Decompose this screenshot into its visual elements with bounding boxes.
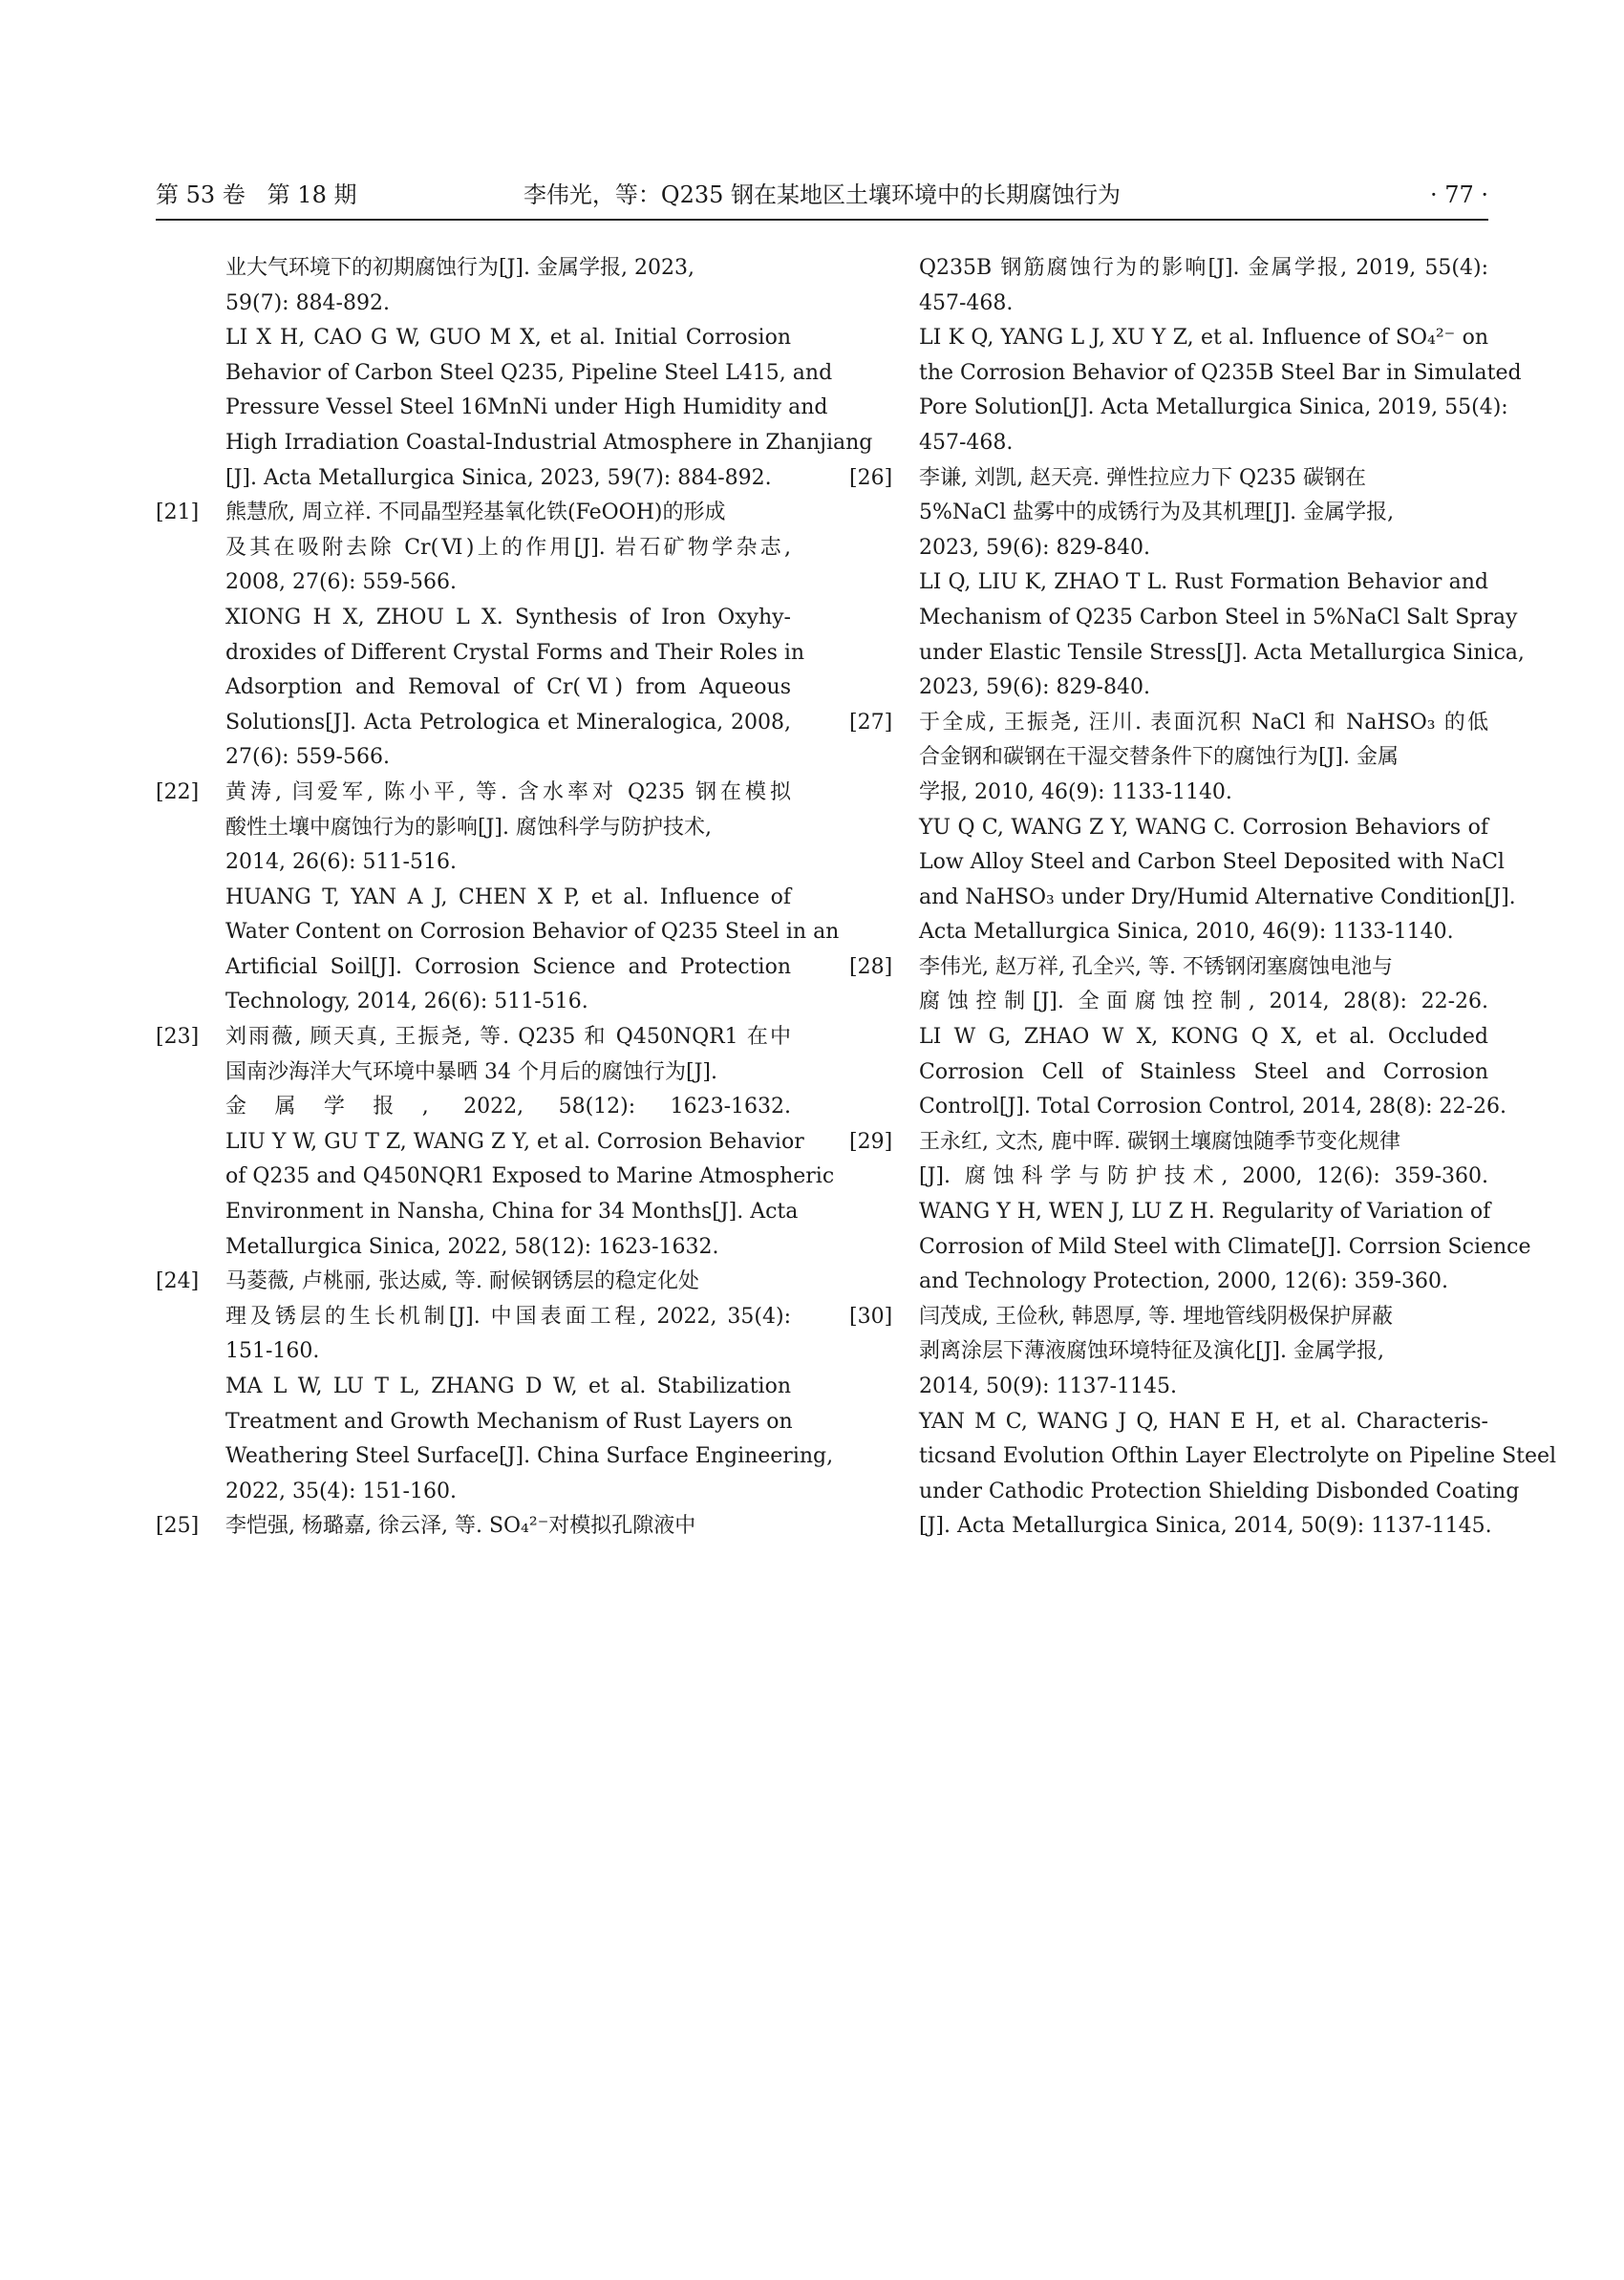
- reference-text-line: Corrosion of Mild Steel with Climate[J]. Corrsion Science: [919, 1234, 1531, 1259]
- reference-text-line: XIONG H X, ZHOU L X. Synthesis of Iron Oxyhy-: [225, 605, 791, 629]
- reference-text-line: 59(7): 884-892.: [225, 290, 390, 315]
- reference-text-line: 马菱薇, 卢桃丽, 张达威, 等. 耐候钢锈层的稳定化处: [225, 1269, 699, 1294]
- reference-text-line: Q235B 钢筋腐蚀行为的影响[J]. 金属学报, 2019, 55(4):: [919, 256, 1488, 280]
- running-title: 李伟光，等：Q235 钢在某地区土壤环境中的长期腐蚀行为: [523, 181, 1122, 208]
- reference-text-line: 李恺强, 杨璐嘉, 徐云泽, 等. SO₄²⁻对模拟孔隙液中: [225, 1514, 696, 1539]
- reference-text-line: Pore Solution[J]. Acta Metallurgica Sinica, 2019, 55(4):: [919, 395, 1508, 420]
- reference-text-line: 于全成, 王振尧, 汪川. 表面沉积 NaCl 和 NaHSO₃ 的低: [919, 710, 1488, 735]
- reference-entry: [849, 1300, 1557, 1545]
- reference-text-line: 李谦, 刘凯, 赵天亮. 弹性拉应力下 Q235 碳钢在: [919, 465, 1366, 490]
- reference-text-line: YAN M C, WANG J Q, HAN E H, et al. Characteris-: [919, 1409, 1488, 1434]
- reference-text-line: 业大气环境下的初期腐蚀行为[J]. 金属学报, 2023,: [225, 256, 694, 280]
- reference-entry: [849, 706, 1516, 950]
- reference-text-line: Artificial Soil[J]. Corrosion Science and Protection: [225, 954, 791, 979]
- reference-text-line: 2022, 35(4): 151-160.: [225, 1479, 457, 1503]
- reference-text-line: YU Q C, WANG Z Y, WANG C. Corrosion Behaviors of: [919, 815, 1488, 840]
- reference-text-line: 闫茂成, 王俭秋, 韩恩厚, 等. 埋地管线阴极保护屏蔽: [919, 1304, 1393, 1329]
- reference-entry: [156, 1020, 835, 1265]
- reference-text-line: 李伟光, 赵万祥, 孔全兴, 等. 不锈钢闭塞腐蚀电池与: [919, 954, 1393, 979]
- reference-text-line: Metallurgica Sinica, 2022, 58(12): 1623-1632.: [225, 1234, 719, 1259]
- reference-text-line: LIU Y W, GU T Z, WANG Z Y, et al. Corrosion Behavior: [225, 1129, 804, 1154]
- reference-number: [26]: [849, 465, 893, 490]
- reference-text-line: LI Q, LIU K, ZHAO T L. Rust Formation Behavior and: [919, 570, 1488, 595]
- reference-text-line: 刘雨薇, 顾天真, 王振尧, 等. Q235 和 Q450NQR1 在中: [225, 1025, 791, 1050]
- reference-text-line: Low Alloy Steel and Carbon Steel Deposited with NaCl: [919, 850, 1505, 875]
- reference-text-line: 国南沙海洋大气环境中暴晒 34 个月后的腐蚀行为[J].: [225, 1059, 717, 1084]
- reference-text-line: 合金钢和碳钢在干湿交替条件下的腐蚀行为[J]. 金属: [919, 745, 1399, 770]
- reference-entry: [849, 1125, 1531, 1300]
- reference-text-line: LI W G, ZHAO W X, KONG Q X, et al. Occluded: [919, 1025, 1488, 1050]
- reference-text-line: 27(6): 559-566.: [225, 745, 390, 770]
- reference-text-line: [J]. Acta Metallurgica Sinica, 2014, 50(9): 1137-1145.: [919, 1514, 1492, 1539]
- reference-text-line: Control[J]. Total Corrosion Control, 2014, 28(8): 22-26.: [919, 1095, 1506, 1119]
- reference-number: [23]: [156, 1025, 200, 1050]
- reference-text-line: 2014, 26(6): 511-516.: [225, 850, 457, 875]
- reference-text-line: and Technology Protection, 2000, 12(6): 359-360.: [919, 1269, 1449, 1294]
- reference-text-line: Weathering Steel Surface[J]. China Surface Engineering,: [225, 1444, 834, 1469]
- reference-text-line: Pressure Vessel Steel 16MnNi under High Humidity and: [225, 395, 828, 420]
- journal-volume-issue: 第 53 卷 第 18 期: [156, 181, 357, 208]
- reference-number: [29]: [849, 1129, 893, 1154]
- reference-text-line: 学报, 2010, 46(9): 1133-1140.: [919, 779, 1232, 804]
- reference-text-line: Solutions[J]. Acta Petrologica et Mineralogica, 2008,: [225, 710, 791, 735]
- reference-number: [25]: [156, 1514, 200, 1539]
- reference-text-line: ticsand Evolution Ofthin Layer Electrolyte on Pipeline Steel: [919, 1444, 1557, 1469]
- reference-number: [27]: [849, 710, 893, 735]
- reference-number: [28]: [849, 954, 893, 979]
- reference-text-line: High Irradiation Coastal-Industrial Atmosphere in Zhanjiang: [225, 430, 873, 455]
- reference-number: [24]: [156, 1269, 200, 1294]
- reference-number: [21]: [156, 501, 200, 525]
- reference-text-line: 剥离涂层下薄液腐蚀环境特征及演化[J]. 金属学报,: [919, 1339, 1384, 1364]
- reference-text-line: under Elastic Tensile Stress[J]. Acta Metallurgica Sinica,: [919, 640, 1525, 665]
- reference-number: [22]: [156, 779, 200, 804]
- reference-text-line: 王永红, 文杰, 鹿中晖. 碳钢土壤腐蚀随季节变化规律: [919, 1129, 1400, 1154]
- reference-continuation: [849, 251, 1522, 461]
- reference-text-line: 黄涛, 闫爱军, 陈小平, 等. 含水率对 Q235 钢在模拟: [225, 779, 791, 804]
- reference-text-line: [J]. 腐蚀科学与防护技术, 2000, 12(6): 359-360.: [919, 1164, 1488, 1189]
- reference-text-line: LI X H, CAO G W, GUO M X, et al. Initial Corrosion: [225, 326, 791, 351]
- reference-text-line: LI K Q, YANG L J, XU Y Z, et al. Influence of SO₄²⁻ on: [919, 326, 1488, 351]
- reference-text-line: 457-468.: [919, 290, 1014, 315]
- reference-entry: [849, 461, 1525, 706]
- reference-text-line: Corrosion Cell of Stainless Steel and Corrosion: [919, 1059, 1488, 1084]
- reference-entry: [156, 1265, 834, 1509]
- running-header: [156, 180, 1488, 218]
- reference-text-line: under Cathodic Protection Shielding Disbonded Coating: [919, 1479, 1520, 1503]
- reference-text-line: 及其在吸附去除 Cr(Ⅵ)上的作用[J]. 岩石矿物学杂志,: [225, 535, 791, 560]
- reference-text-line: 腐蚀控制[J]. 全面腐蚀控制, 2014, 28(8): 22-26.: [919, 990, 1488, 1014]
- reference-entry: [156, 496, 805, 776]
- reference-text-line: the Corrosion Behavior of Q235B Steel Bar in Simulated: [919, 360, 1522, 385]
- reference-text-line: Mechanism of Q235 Carbon Steel in 5%NaCl Salt Spray: [919, 605, 1518, 629]
- reference-text-line: 金属学报, 2022, 58(12): 1623-1632.: [225, 1095, 791, 1119]
- reference-text-line: 理及锈层的生长机制[J]. 中国表面工程, 2022, 35(4):: [225, 1304, 791, 1329]
- reference-text-line: 熊慧欣, 周立祥. 不同晶型羟基氧化铁(FeOOH)的形成: [225, 501, 726, 525]
- reference-text-line: 457-468.: [919, 430, 1014, 455]
- reference-text-line: MA L W, LU T L, ZHANG D W, et al. Stabilization: [225, 1374, 791, 1398]
- reference-text-line: droxides of Different Crystal Forms and Their Roles in: [225, 640, 805, 665]
- reference-text-line: 5%NaCl 盐雾中的成锈行为及其机理[J]. 金属学报,: [919, 501, 1395, 525]
- reference-text-line: and NaHSO₃ under Dry/Humid Alternative Condition[J].: [919, 884, 1516, 909]
- reference-text-line: Water Content on Corrosion Behavior of Q235 Steel in an: [225, 920, 840, 945]
- reference-text-line: Environment in Nansha, China for 34 Months[J]. Acta: [225, 1200, 799, 1225]
- reference-text-line: 2023, 59(6): 829-840.: [919, 535, 1150, 560]
- reference-column-right: [849, 251, 1557, 1545]
- reference-text-line: 2014, 50(9): 1137-1145.: [919, 1374, 1177, 1398]
- reference-text-line: 2008, 27(6): 559-566.: [225, 570, 457, 595]
- reference-text-line: of Q235 and Q450NQR1 Exposed to Marine Atmospheric: [225, 1164, 835, 1189]
- reference-entry: [156, 776, 840, 1020]
- reference-text-line: HUANG T, YAN A J, CHEN X P, et al. Influence of: [225, 884, 791, 909]
- header-rule: [156, 219, 1488, 221]
- reference-text-line: 151-160.: [225, 1339, 320, 1364]
- page-number: · 77 ·: [1429, 181, 1488, 208]
- reference-number: [30]: [849, 1304, 893, 1329]
- reference-text-line: Adsorption and Removal of Cr(Ⅵ) from Aqueous: [225, 675, 791, 700]
- reference-text-line: Treatment and Growth Mechanism of Rust Layers on: [225, 1409, 793, 1434]
- reference-text-line: 酸性土壤中腐蚀行为的影响[J]. 腐蚀科学与防护技术,: [225, 815, 712, 840]
- reference-text-line: Acta Metallurgica Sinica, 2010, 46(9): 1133-1140.: [919, 920, 1454, 945]
- reference-entry: [156, 1509, 791, 1545]
- reference-text-line: [J]. Acta Metallurgica Sinica, 2023, 59(7): 884-892.: [225, 465, 772, 490]
- reference-text-line: Technology, 2014, 26(6): 511-516.: [225, 990, 588, 1014]
- reference-entry: [849, 950, 1506, 1125]
- reference-text-line: Behavior of Carbon Steel Q235, Pipeline Steel L415, and: [225, 360, 833, 385]
- reference-text-line: WANG Y H, WEN J, LU Z H. Regularity of Variation of: [919, 1200, 1491, 1225]
- reference-text-line: 2023, 59(6): 829-840.: [919, 675, 1150, 700]
